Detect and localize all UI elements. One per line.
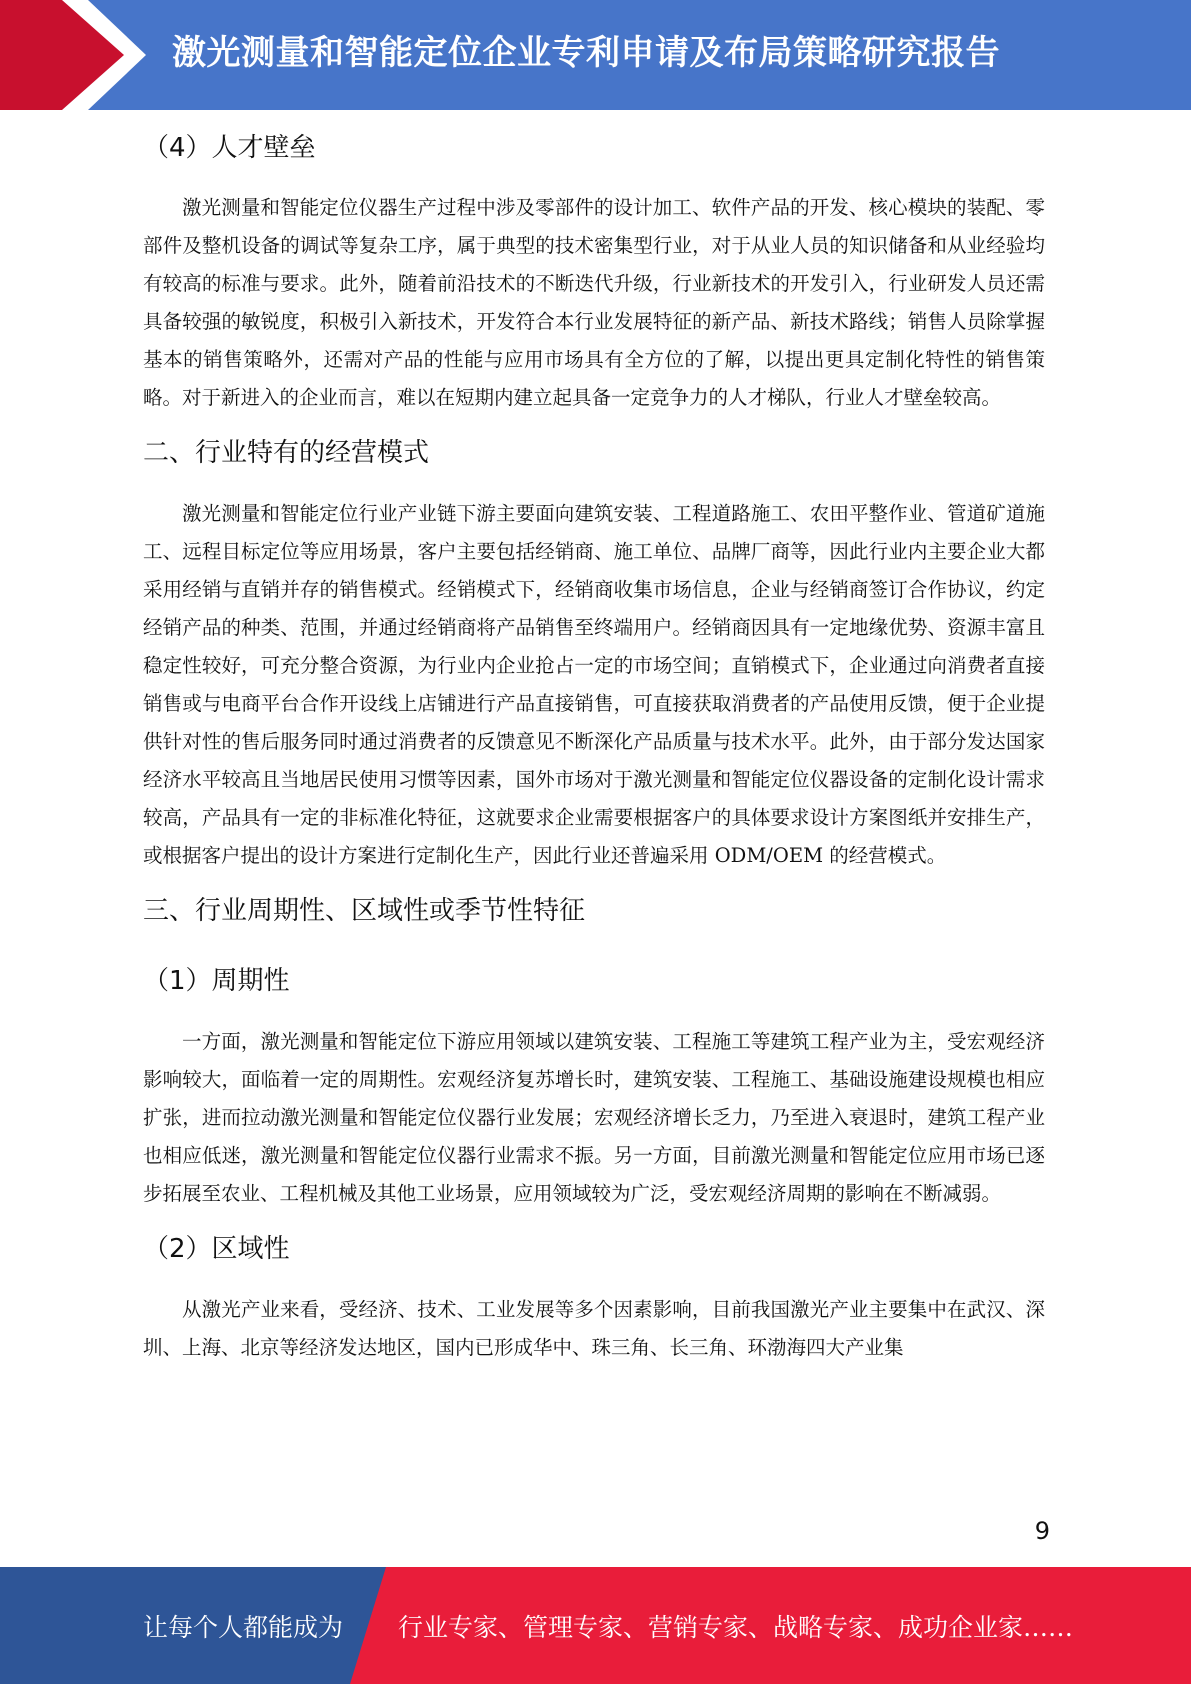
heading-characteristics: 三、行业周期性、区域性或季节性特征: [143, 896, 586, 926]
page-number: 9: [1034, 1517, 1050, 1545]
header-chevron-decoration: [0, 0, 160, 110]
heading-regional: （2）区域性: [143, 1234, 290, 1264]
heading-talent-barrier: （4）人才壁垒: [143, 133, 316, 163]
report-title: 激光测量和智能定位企业专利申请及布局策略研究报告: [172, 33, 1000, 73]
heading-business-model: 二、行业特有的经营模式: [143, 438, 430, 468]
footer-slogan-right: 行业专家、管理专家、营销专家、战略专家、成功企业家……: [398, 1613, 1074, 1642]
footer-slogan-left: 让每个人都能成为: [143, 1613, 344, 1642]
paragraph-business-model: 激光测量和智能定位行业产业链下游主要面向建筑安装、工程道路施工、农田平整作业、管道矿道施工、远程目标定位等应用场景，客户主要包括经销商、施工单位、品牌厂商等，因此行业内主要企业大都采用经销与直销并存的销售模式。经销模式下，经销商收集市场信息，企业与经销商签订合作协议，约定经销产品的种类、范围，并通过经销商将产品销售至终端用户。经销商因具有一定地缘优势、资源丰富且稳定性较好，可充分整合资源，为行业内企业抢占一定的市场空间；直销模式下，企业通过向消费者直接销售或与电商平台合作开设线上店铺进行产品直接销售，可直接获取消费者的产品使用反馈，便于企业提供针对性的售后服务同时通过消费者的反馈意见不断深化产品质量与技术水平。此外，由于部分发达国家经济水平较高且当地居民使用习惯等因素，国外市场对于激光测量和智能定位仪器设备的定制化设计需求较高，产品具有一定的非标准化特征，这就要求企业需要根据客户的具体要求设计方案图纸并安排生产，或根据客户提出的设计方案进行定制化生产，因此行业还普遍采用 ODM/OEM 的经营模式。: [143, 502, 1045, 867]
paragraph-cyclical: 一方面，激光测量和智能定位下游应用领域以建筑安装、工程施工等建筑工程产业为主，受宏观经济影响较大，面临着一定的周期性。宏观经济复苏增长时，建筑安装、工程施工、基础设施建设规模也相应扩张，进而拉动激光测量和智能定位仪器行业发展；宏观经济增长乏力，乃至进入衰退时，建筑工程产业也相应低迷，激光测量和智能定位仪器行业需求不振。另一方面，目前激光测量和智能定位应用市场已逐步拓展至农业、工程机械及其他工业场景，应用领域较为广泛，受宏观经济周期的影响在不断减弱。: [143, 1030, 1045, 1205]
heading-cyclical: （1）周期性: [143, 966, 290, 996]
page-footer: [0, 1567, 1191, 1684]
main-content: [143, 124, 1045, 1367]
paragraph-regional: 从激光产业来看，受经济、技术、工业发展等多个因素影响，目前我国激光产业主要集中在武汉、深圳、上海、北京等经济发达地区，国内已形成华中、珠三角、长三角、环渤海四大产业集: [143, 1298, 1045, 1359]
page-header: [0, 0, 1191, 110]
paragraph-talent-barrier: 激光测量和智能定位仪器生产过程中涉及零部件的设计加工、软件产品的开发、核心模块的装配、零部件及整机设备的调试等复杂工序，属于典型的技术密集型行业，对于从业人员的知识储备和从业经验均有较高的标准与要求。此外，随着前沿技术的不断迭代升级，行业新技术的开发引入，行业研发人员还需具备较强的敏锐度，积极引入新技术，开发符合本行业发展特征的新产品、新技术路线；销售人员除掌握基本的销售策略外，还需对产品的性能与应用市场具有全方位的了解，以提出更具定制化特性的销售策略。对于新进入的企业而言，难以在短期内建立起具备一定竞争力的人才梯队，行业人才壁垒较高。: [143, 196, 1045, 409]
